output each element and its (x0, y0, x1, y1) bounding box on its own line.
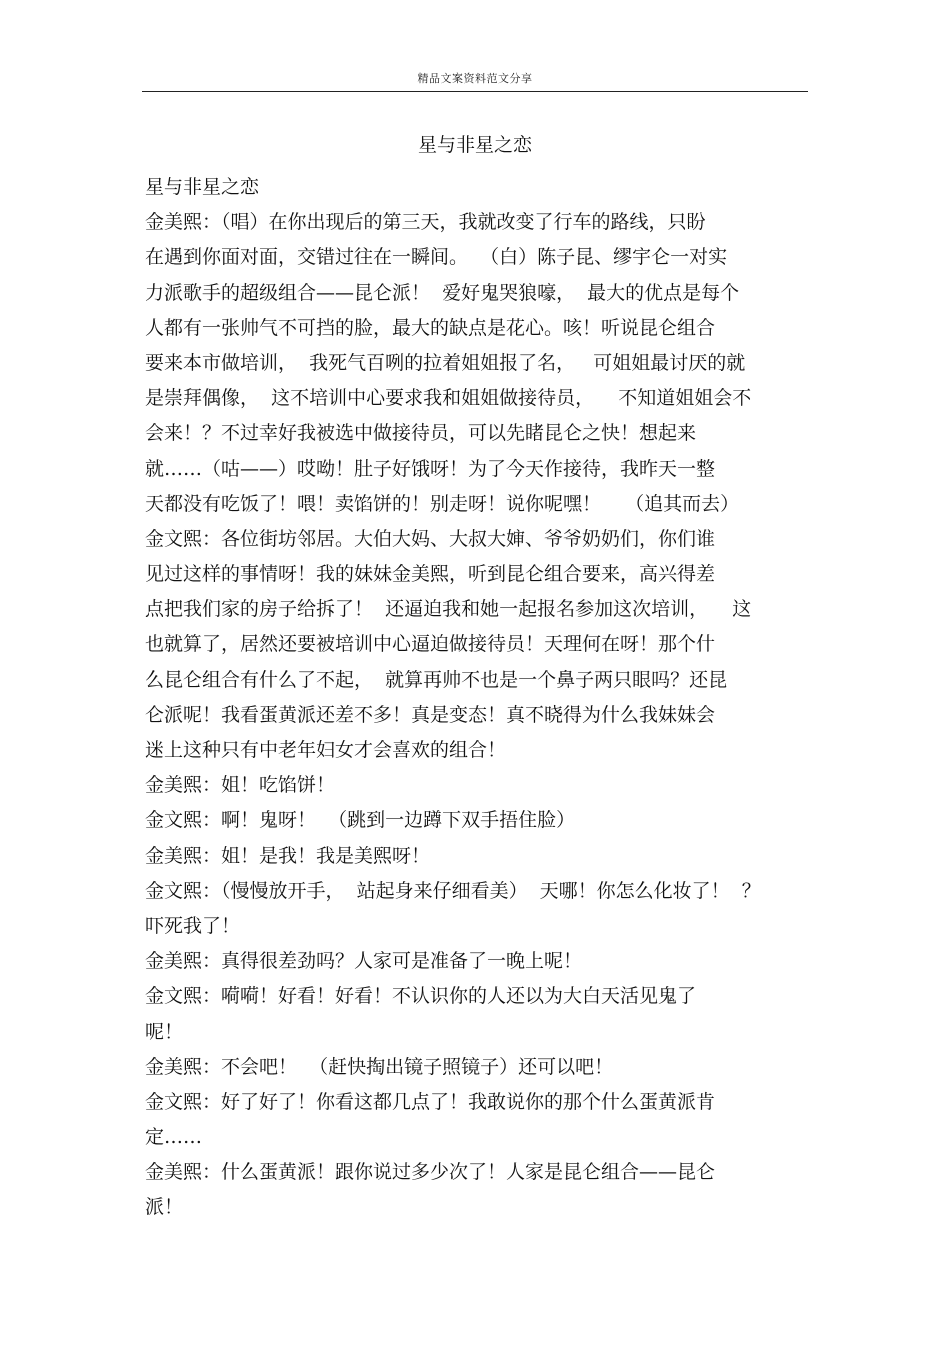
body-line: 金美熙：（唱）在你出现后的第三天，我就改变了行车的路线，只盼 (145, 211, 706, 234)
body-line: 金美熙：不会吧！ （赶快掏出镜子照镜子）还可以吧！ (145, 1055, 614, 1078)
body-line: 要来本市做培训， 我死气百咧的拉着姐姐报了名， 可姐姐最讨厌的就 (145, 351, 746, 374)
document-body (145, 170, 810, 1226)
header-divider (142, 91, 808, 92)
header-text: 精品文案资料范文分享 (417, 72, 533, 85)
body-line: 金美熙：什么蛋黄派！跟你说过多少次了！人家是昆仑组合——昆仑 (145, 1161, 716, 1184)
body-line: 在遇到你面对面，交错过往在一瞬间。 （白）陈子昆、缪宇仑一对实 (145, 246, 728, 269)
body-line: 也就算了，居然还要被培训中心逼迫做接待员！天理何在呀！那个什 (145, 633, 716, 656)
body-line: 仑派呢！我看蛋黄派还差不多！真是变态！真不晓得为什么我妹妹会 (145, 703, 716, 726)
body-line: 力派歌手的超级组合——昆仑派！ 爱好鬼哭狼嚎， 最大的优点是每个 (145, 281, 740, 304)
body-line: 点把我们家的房子给拆了！ 还逼迫我和她一起报名参加这次培训， 这 (145, 598, 752, 621)
body-line: 金文熙：嗬嗬！好看！好看！不认识你的人还以为大白天活见鬼了 (145, 985, 697, 1008)
body-line: 星与非星之恋 (145, 176, 260, 198)
body-line: 金美熙：姐！吃馅饼！ (145, 774, 336, 797)
body-line: 天都没有吃饭了！喂！卖馅饼的！别走呀！说你呢嘿！ （追其而去） (145, 492, 740, 515)
body-line: 见过这样的事情呀！我的妹妹金美熙，听到昆仑组合要来，高兴得差 (145, 563, 716, 586)
body-line: 呢！ (145, 1020, 184, 1043)
body-line: 金美熙：真得很差劲吗？人家可是准备了一晚上呢！ (145, 950, 583, 973)
body-line: 是崇拜偶像， 这不培训中心要求我和姐姐做接待员， 不知道姐姐会不 (145, 387, 752, 410)
document-title: 星与非星之恋 (417, 134, 532, 156)
body-line: 金文熙：啊！鬼呀！ （跳到一边蹲下双手捂住脸） (145, 809, 576, 832)
body-line: 吓死我了！ (145, 914, 241, 937)
body-line: 金文熙：（慢慢放开手， 站起身来仔细看美） 天哪！你怎么化妆了！ ？ (145, 879, 761, 902)
body-line: 定…… (145, 1126, 203, 1149)
body-line: 会来！？不过幸好我被选中做接待员，可以先睹昆仑之快！想起来 (145, 422, 697, 445)
body-line: 就……（咕——）哎呦！肚子好饿呀！为了今天作接待，我昨天一整 (145, 457, 716, 480)
body-line: 金文熙：好了好了！你看这都几点了！我敢说你的那个什么蛋黄派肯 (145, 1090, 716, 1113)
body-line: 迷上这种只有中老年妇女才会喜欢的组合！ (145, 739, 507, 761)
body-line: 人都有一张帅气不可挡的脸，最大的缺点是花心。咳！听说昆仑组合 (145, 316, 716, 339)
body-line: 派！ (145, 1196, 184, 1219)
body-line: 金美熙：姐！是我！我是美熙呀！ (145, 844, 431, 867)
body-line: 金文熙：各位街坊邻居。大伯大妈、大叔大婶、爷爷奶奶们，你们谁 (145, 527, 716, 550)
body-line: 么昆仑组合有什么了不起， 就算再帅不也是一个鼻子两只眼吗？还昆 (145, 668, 728, 691)
